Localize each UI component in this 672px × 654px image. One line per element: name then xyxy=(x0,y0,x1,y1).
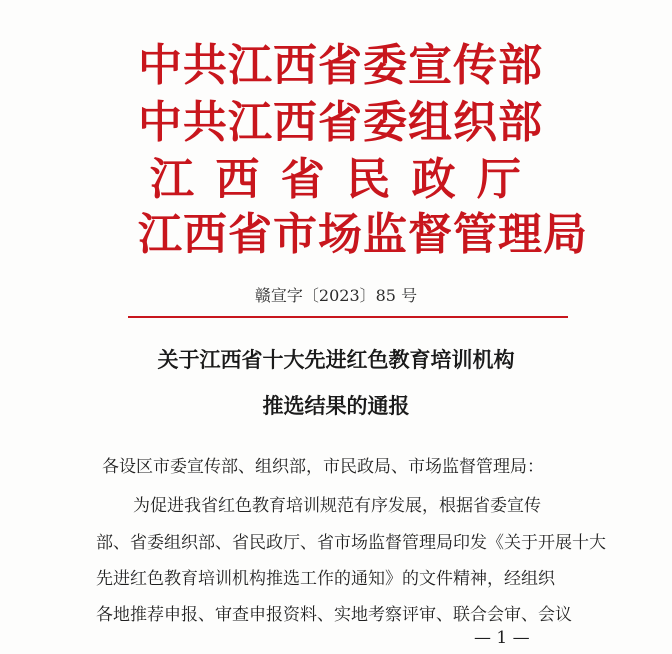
issuer-line-2: 中共江西省委组织部 xyxy=(138,97,543,148)
body-line-4: 各地推荐申报、审查申报资料、实地考察评审、联合会审、会议 xyxy=(96,605,572,625)
body-line-3: 先进红色教育培训机构推选工作的通知》的文件精神，经组织 xyxy=(96,569,555,589)
issuer-line-1: 中共江西省委宣传部 xyxy=(138,40,543,91)
issuer-line-3: 江西省民政厅 xyxy=(150,154,522,205)
header-red-divider xyxy=(128,316,568,318)
issuer-line-4: 江西省市场监督管理局 xyxy=(138,209,588,260)
document-number: 赣宣字〔2023〕85 号 xyxy=(254,286,418,305)
body-line-2: 部、省委组织部、省民政厅、省市场监督管理局印发《关于开展十大 xyxy=(96,533,606,553)
page-number: — 1 — xyxy=(474,628,530,648)
salutation: 各设区市委宣传部、组织部，市民政局、市场监督管理局： xyxy=(102,457,544,477)
document-title-line-1: 关于江西省十大先进红色教育培训机构 xyxy=(157,347,515,372)
document-title-line-2: 推选结果的通报 xyxy=(262,393,410,418)
body-line-1: 为促进我省红色教育培训规范有序发展，根据省委宣传 xyxy=(133,496,541,516)
